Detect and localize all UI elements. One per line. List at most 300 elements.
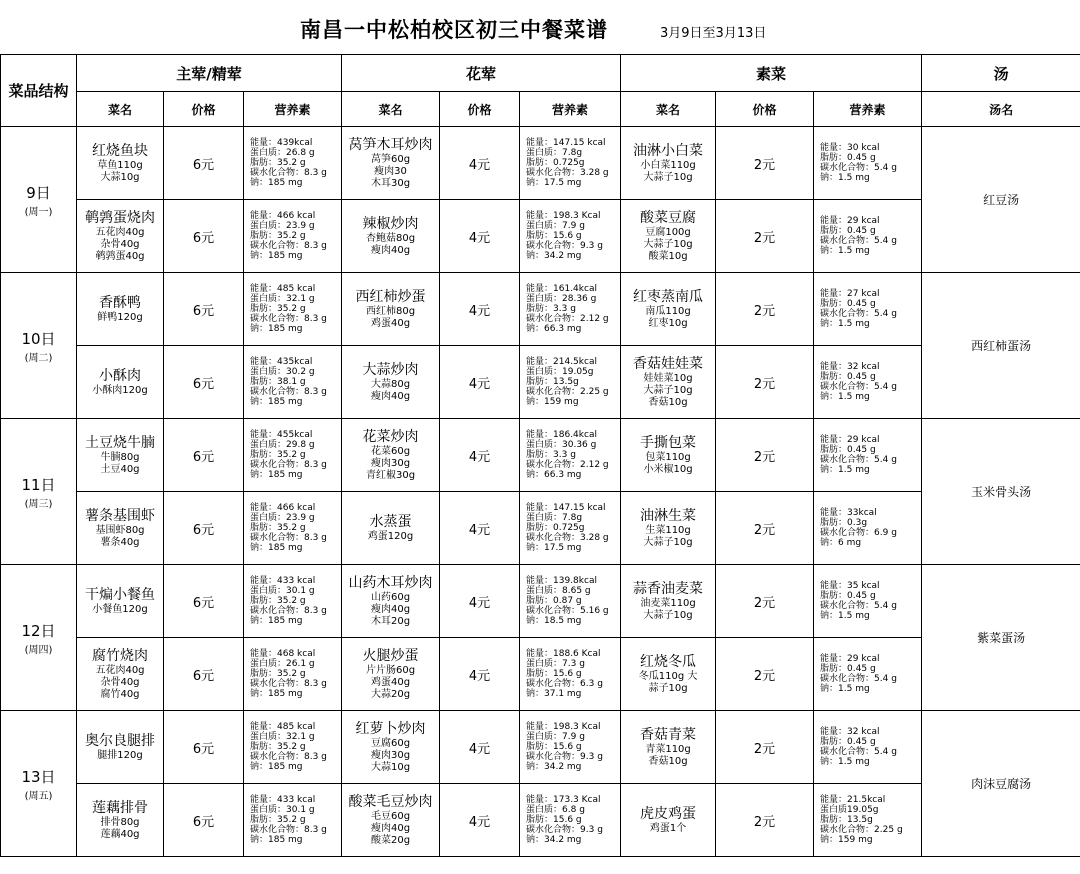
nutrition-line: 脂肪：13.5g [526, 377, 579, 387]
nutrition-line: 能量：30 kcal [820, 143, 880, 153]
nutrition-line: 脂肪：35.2 g [250, 158, 306, 168]
main-nutrition-cell [244, 200, 342, 273]
soup-name: 西红柿蛋汤 [922, 273, 1080, 419]
menu-row [1, 711, 1080, 784]
menu-row [1, 127, 1080, 200]
nutrition-line: 碳水化合物：8.3 g [250, 168, 327, 178]
main-dish-cell [77, 200, 164, 273]
veg-dish-ingredient: 大蒜子10g [643, 238, 693, 250]
nutrition-line: 脂肪：35.2 g [250, 669, 306, 679]
nutrition-line: 碳水化合物：8.3 g [250, 533, 327, 543]
veg-nutrition-cell [814, 273, 922, 346]
main-dish-name: 薯条基围虾 [85, 507, 155, 524]
col-header-soup-name: 汤名 [922, 92, 1080, 127]
nutrition-line: 蛋白质：7.9 g [526, 221, 585, 231]
nutrition-line: 钠：1.5 mg [820, 173, 870, 183]
day-cell [1, 711, 77, 857]
main-dish-price: 6元 [164, 784, 244, 857]
nutrition-line: 脂肪：0.45 g [820, 299, 876, 309]
main-dish-price: 6元 [164, 492, 244, 565]
nutrition-line: 钠：185 mg [250, 543, 303, 553]
menu-row [1, 419, 1080, 492]
nutrition-line: 碳水化合物：2.12 g [526, 314, 609, 324]
col-header-half-price: 价格 [440, 92, 520, 127]
half-dish-ingredient: 木耳30g [370, 177, 411, 189]
main-dish-price: 6元 [164, 127, 244, 200]
veg-dish-ingredient: 豆腐100g [645, 226, 691, 238]
main-dish-ingredient: 小酥肉120g [92, 384, 148, 396]
main-dish-ingredient: 牛腩80g [100, 451, 140, 463]
nutrition-line: 能量：35 kcal [820, 581, 880, 591]
nutrition-line: 钠：185 mg [250, 689, 303, 699]
veg-dish-name: 酸菜豆腐 [640, 209, 697, 226]
nutrition-line: 钠：1.5 mg [820, 611, 870, 621]
veg-dish-ingredient: 香菇10g [648, 755, 688, 767]
half-dish-cell [342, 638, 440, 711]
half-dish-ingredient: 花菜60g [370, 445, 411, 457]
main-dish-ingredient: 鹌鹑蛋40g [95, 250, 145, 262]
day-weekday: (周二) [24, 352, 53, 364]
nutrition-line: 钠：185 mg [250, 835, 303, 845]
half-dish-ingredient: 瘦肉40g [370, 822, 411, 834]
menu-row [1, 492, 1080, 565]
nutrition-line: 脂肪：3.3 g [526, 450, 576, 460]
col-header-main-name: 菜名 [77, 92, 164, 127]
nutrition-line: 蛋白质：23.9 g [250, 513, 315, 523]
col-header-half-nutrition: 营养素 [520, 92, 621, 127]
main-dish-name: 鹌鹑蛋烧肉 [85, 209, 155, 226]
half-dish-cell [342, 200, 440, 273]
veg-nutrition-cell [814, 200, 922, 273]
veg-dish-name: 虎皮鸡蛋 [640, 805, 697, 822]
nutrition-line: 碳水化合物：3.28 g [526, 533, 609, 543]
veg-dish-cell [621, 346, 716, 419]
half-dish-price: 4元 [440, 638, 520, 711]
nutrition-line: 碳水化合物：8.3 g [250, 606, 327, 616]
col-header-half-name: 菜名 [342, 92, 440, 127]
main-dish-ingredient: 杂骨40g [100, 676, 140, 688]
veg-dish-ingredient: 大蒜子10g [643, 609, 693, 621]
nutrition-line: 钠：37.1 mg [526, 689, 582, 699]
veg-nutrition-cell [814, 346, 922, 419]
half-dish-cell [342, 784, 440, 857]
nutrition-line: 碳水化合物：5.4 g [820, 747, 897, 757]
nutrition-line: 钠：1.5 mg [820, 246, 870, 256]
nutrition-line: 脂肪：3.3 g [526, 304, 576, 314]
half-nutrition-cell [520, 565, 621, 638]
nutrition-line: 能量：161.4kcal [526, 284, 597, 294]
nutrition-line: 碳水化合物：8.3 g [250, 825, 327, 835]
nutrition-line: 能量：188.6 Kcal [526, 649, 601, 659]
veg-dish-ingredient: 娃娃菜10g [643, 372, 693, 384]
half-dish-name: 西红柿炒蛋 [355, 288, 426, 305]
veg-dish-ingredient: 大蒜子10g [643, 536, 693, 548]
half-dish-price: 4元 [440, 784, 520, 857]
nutrition-line: 钠：17.5 mg [526, 543, 582, 553]
main-dish-ingredient: 五花肉40g [95, 664, 145, 676]
nutrition-line: 脂肪：35.2 g [250, 450, 306, 460]
nutrition-line: 脂肪：0.45 g [820, 591, 876, 601]
menu-header [0, 0, 1080, 54]
main-dish-ingredient: 大蒜10g [100, 171, 140, 183]
nutrition-line: 蛋白质：32.1 g [250, 294, 315, 304]
half-dish-ingredient: 鸡蛋40g [370, 317, 411, 329]
veg-dish-cell [621, 565, 716, 638]
nutrition-line: 钠：185 mg [250, 762, 303, 772]
half-dish-name: 莴笋木耳炒肉 [348, 136, 433, 153]
nutrition-line: 钠：1.5 mg [820, 757, 870, 767]
veg-dish-ingredient: 青菜110g [645, 743, 691, 755]
half-nutrition-cell [520, 492, 621, 565]
veg-dish-price: 2元 [716, 200, 814, 273]
half-dish-ingredient: 青红椒30g [365, 469, 416, 481]
half-dish-ingredient: 大蒜20g [370, 688, 411, 700]
nutrition-line: 能量：198.3 Kcal [526, 211, 601, 221]
nutrition-line: 蛋白质：6.8 g [526, 805, 585, 815]
veg-dish-ingredient: 小米椒10g [643, 463, 693, 475]
nutrition-line: 脂肪：13.5g [820, 815, 873, 825]
group-main-header: 主荤/精荤 [77, 55, 342, 92]
veg-dish-ingredient: 香菇10g [648, 396, 688, 408]
nutrition-line: 钠：185 mg [250, 470, 303, 480]
nutrition-line: 碳水化合物：5.4 g [820, 163, 897, 173]
nutrition-line: 碳水化合物：6.9 g [820, 528, 897, 538]
main-dish-cell [77, 419, 164, 492]
nutrition-line: 钠：185 mg [250, 616, 303, 626]
nutrition-line: 碳水化合物：5.4 g [820, 455, 897, 465]
nutrition-line: 蛋白质：7.8g [526, 148, 583, 158]
half-dish-ingredient: 瘦肉30g [370, 749, 411, 761]
main-dish-name: 香酥鸭 [99, 294, 141, 311]
main-nutrition-cell [244, 492, 342, 565]
menu-row [1, 273, 1080, 346]
day-date: 13日 [21, 767, 56, 786]
menu-date-range: 3月9日至3月13日 [660, 26, 767, 41]
nutrition-line: 能量：466 kcal [250, 503, 316, 513]
veg-nutrition-cell [814, 711, 922, 784]
main-dish-ingredient: 薯条40g [100, 536, 140, 548]
main-nutrition-cell [244, 273, 342, 346]
veg-dish-ingredient: 红枣10g [648, 317, 688, 329]
nutrition-line: 碳水化合物：5.4 g [820, 236, 897, 246]
nutrition-line: 蛋白质：26.8 g [250, 148, 315, 158]
col-header-veg-nutrition: 营养素 [814, 92, 922, 127]
main-dish-price: 6元 [164, 200, 244, 273]
nutrition-line: 能量：485 kcal [250, 722, 316, 732]
nutrition-line: 碳水化合物：2.25 g [526, 387, 609, 397]
nutrition-line: 钠：34.2 mg [526, 835, 582, 845]
main-dish-price: 6元 [164, 346, 244, 419]
nutrition-line: 钠：1.5 mg [820, 319, 870, 329]
nutrition-line: 蛋白质：23.9 g [250, 221, 315, 231]
half-dish-name: 红萝卜炒肉 [355, 720, 426, 737]
nutrition-line: 能量：147.15 kcal [526, 503, 606, 513]
veg-dish-ingredient: 包菜110g [645, 451, 691, 463]
half-dish-price: 4元 [440, 565, 520, 638]
half-dish-ingredient: 片片肠60g [365, 664, 416, 676]
half-nutrition-cell [520, 200, 621, 273]
nutrition-line: 碳水化合物：5.4 g [820, 601, 897, 611]
main-dish-ingredient: 腐竹40g [100, 688, 140, 700]
half-dish-ingredient: 山药60g [370, 591, 411, 603]
half-dish-name: 大蒜炒肉 [362, 361, 419, 378]
nutrition-line: 碳水化合物：5.4 g [820, 674, 897, 684]
veg-dish-price: 2元 [716, 711, 814, 784]
nutrition-line: 脂肪：38.1 g [250, 377, 306, 387]
main-dish-name: 莲藕排骨 [92, 799, 148, 816]
main-nutrition-cell [244, 711, 342, 784]
col-header-veg-price: 价格 [716, 92, 814, 127]
nutrition-line: 钠：185 mg [250, 178, 303, 188]
group-soup-header: 汤 [922, 55, 1080, 92]
half-dish-cell [342, 565, 440, 638]
half-nutrition-cell [520, 419, 621, 492]
main-dish-cell [77, 784, 164, 857]
nutrition-line: 能量：435kcal [250, 357, 313, 367]
soup-name: 玉米骨头汤 [922, 419, 1080, 565]
group-header-row [1, 55, 1080, 92]
nutrition-line: 蛋白质：7.3 g [526, 659, 585, 669]
half-dish-ingredient: 莴笋60g [370, 153, 411, 165]
menu-row [1, 784, 1080, 857]
nutrition-line: 脂肪：0.45 g [820, 153, 876, 163]
nutrition-line: 能量：32 kcal [820, 362, 880, 372]
main-dish-ingredient: 小餐鱼120g [92, 603, 148, 615]
nutrition-line: 脂肪：35.2 g [250, 596, 306, 606]
nutrition-line: 能量：214.5kcal [526, 357, 597, 367]
nutrition-line: 能量：29 kcal [820, 435, 880, 445]
nutrition-line: 脂肪：0.45 g [820, 226, 876, 236]
veg-dish-price: 2元 [716, 492, 814, 565]
veg-nutrition-cell [814, 565, 922, 638]
veg-dish-cell [621, 711, 716, 784]
half-dish-cell [342, 346, 440, 419]
nutrition-line: 蛋白质：29.8 g [250, 440, 315, 450]
veg-dish-cell [621, 784, 716, 857]
nutrition-line: 碳水化合物：9.3 g [526, 825, 603, 835]
main-dish-name: 奥尔良腿排 [85, 732, 155, 749]
main-dish-ingredient: 腿排120g [97, 749, 143, 761]
veg-dish-name: 香菇娃娃菜 [633, 355, 704, 372]
nutrition-line: 脂肪：0.87 g [526, 596, 582, 606]
veg-dish-price: 2元 [716, 638, 814, 711]
day-date: 11日 [21, 475, 56, 494]
main-dish-cell [77, 711, 164, 784]
half-dish-ingredient: 豆腐60g [370, 737, 411, 749]
half-dish-cell [342, 711, 440, 784]
half-dish-ingredient: 鸡蛋40g [370, 676, 411, 688]
half-nutrition-cell [520, 711, 621, 784]
group-veg-header: 素菜 [621, 55, 922, 92]
nutrition-line: 能量：29 kcal [820, 216, 880, 226]
group-half-header: 花荤 [342, 55, 621, 92]
main-dish-ingredient: 土豆40g [100, 463, 140, 475]
nutrition-line: 钠：1.5 mg [820, 465, 870, 475]
half-dish-name: 酸菜毛豆炒肉 [348, 793, 433, 810]
nutrition-line: 蛋白质：32.1 g [250, 732, 315, 742]
nutrition-line: 能量：433 kcal [250, 795, 316, 805]
nutrition-line: 钠：159 mg [820, 835, 873, 845]
nutrition-line: 碳水化合物：8.3 g [250, 241, 327, 251]
nutrition-line: 碳水化合物：6.3 g [526, 679, 603, 689]
soup-name: 紫菜蛋汤 [922, 565, 1080, 711]
half-dish-ingredient: 瘦肉40g [370, 244, 411, 256]
veg-dish-ingredient: 南瓜110g [645, 305, 691, 317]
veg-dish-name: 油淋生菜 [640, 507, 697, 524]
half-dish-ingredient: 瘦肉40g [370, 390, 411, 402]
day-cell [1, 565, 77, 711]
nutrition-line: 脂肪：35.2 g [250, 523, 306, 533]
nutrition-line: 蛋白质：7.8g [526, 513, 583, 523]
column-header-row [1, 92, 1080, 127]
main-dish-name: 干煸小餐鱼 [85, 586, 155, 603]
nutrition-line: 能量：186.4kcal [526, 430, 597, 440]
nutrition-line: 钠：185 mg [250, 324, 303, 334]
nutrition-line: 能量：439kcal [250, 138, 313, 148]
veg-dish-name: 香菇青菜 [640, 726, 697, 743]
main-nutrition-cell [244, 346, 342, 419]
main-dish-ingredient: 基围虾80g [95, 524, 145, 536]
veg-dish-price: 2元 [716, 784, 814, 857]
nutrition-line: 能量：33kcal [820, 508, 877, 518]
menu-row [1, 638, 1080, 711]
main-dish-cell [77, 565, 164, 638]
nutrition-line: 钠：18.5 mg [526, 616, 582, 626]
day-date: 10日 [21, 329, 56, 348]
veg-dish-cell [621, 492, 716, 565]
nutrition-line: 钠：34.2 mg [526, 251, 582, 261]
nutrition-line: 碳水化合物：8.3 g [250, 752, 327, 762]
main-dish-price: 6元 [164, 711, 244, 784]
col-header-veg-name: 菜名 [621, 92, 716, 127]
day-weekday: (周四) [24, 644, 53, 656]
half-dish-name: 辣椒炒肉 [362, 215, 419, 232]
nutrition-line: 碳水化合物：2.12 g [526, 460, 609, 470]
half-dish-cell [342, 127, 440, 200]
main-dish-ingredient: 排骨80g [100, 816, 140, 828]
half-nutrition-cell [520, 784, 621, 857]
menu-row [1, 200, 1080, 273]
veg-dish-ingredient: 冬瓜110g 大 [638, 670, 698, 682]
main-dish-ingredient: 杂骨40g [100, 238, 140, 250]
nutrition-line: 钠：159 mg [526, 397, 579, 407]
veg-dish-ingredient: 生菜110g [645, 524, 691, 536]
half-dish-ingredient: 西红柿80g [365, 305, 416, 317]
veg-dish-name: 红枣蒸南瓜 [633, 288, 704, 305]
main-nutrition-cell [244, 565, 342, 638]
main-dish-price: 6元 [164, 273, 244, 346]
nutrition-line: 脂肪：15.6 g [526, 231, 582, 241]
nutrition-line: 脂肪：35.2 g [250, 815, 306, 825]
menu-row [1, 565, 1080, 638]
veg-nutrition-cell [814, 127, 922, 200]
half-nutrition-cell [520, 273, 621, 346]
half-dish-ingredient: 大蒜10g [370, 761, 411, 773]
nutrition-line: 碳水化合物：8.3 g [250, 387, 327, 397]
veg-dish-ingredient: 大蒜子10g [643, 171, 693, 183]
nutrition-line: 钠：6 mg [820, 538, 862, 548]
nutrition-line: 蛋白质：19.05g [526, 367, 594, 377]
day-cell [1, 419, 77, 565]
day-weekday: (周一) [24, 206, 53, 218]
nutrition-line: 能量：32 kcal [820, 727, 880, 737]
nutrition-line: 脂肪：35.2 g [250, 742, 306, 752]
half-dish-ingredient: 杏鲍菇80g [365, 232, 416, 244]
nutrition-line: 钠：185 mg [250, 251, 303, 261]
menu-title: 南昌一中松柏校区初三中餐菜谱 [300, 18, 608, 42]
nutrition-line: 碳水化合物：5.16 g [526, 606, 609, 616]
nutrition-line: 能量：433 kcal [250, 576, 316, 586]
nutrition-line: 碳水化合物：5.4 g [820, 309, 897, 319]
main-dish-cell [77, 346, 164, 419]
half-dish-price: 4元 [440, 127, 520, 200]
veg-dish-ingredient: 油麦菜110g [640, 597, 696, 609]
half-nutrition-cell [520, 346, 621, 419]
nutrition-line: 能量：468 kcal [250, 649, 316, 659]
main-dish-name: 红烧鱼块 [92, 142, 148, 159]
veg-dish-name: 油淋小白菜 [633, 142, 704, 159]
half-dish-ingredient: 毛豆60g [370, 810, 411, 822]
nutrition-line: 能量：198.3 Kcal [526, 722, 601, 732]
main-dish-ingredient: 鲜鸭120g [97, 311, 143, 323]
nutrition-line: 碳水化合物：8.3 g [250, 460, 327, 470]
half-dish-name: 山药木耳炒肉 [348, 574, 433, 591]
nutrition-line: 碳水化合物：8.3 g [250, 679, 327, 689]
day-cell [1, 127, 77, 273]
nutrition-line: 能量：29 kcal [820, 654, 880, 664]
half-dish-name: 水蒸蛋 [369, 513, 412, 530]
veg-dish-cell [621, 200, 716, 273]
nutrition-line: 钠：1.5 mg [820, 392, 870, 402]
nutrition-line: 蛋白质：30.36 g [526, 440, 597, 450]
main-dish-cell [77, 273, 164, 346]
nutrition-line: 碳水化合物：3.28 g [526, 168, 609, 178]
structure-header: 菜品结构 [1, 55, 77, 127]
main-dish-cell [77, 492, 164, 565]
day-date: 12日 [21, 621, 56, 640]
nutrition-line: 蛋白质：30.2 g [250, 367, 315, 377]
nutrition-line: 能量：27 kcal [820, 289, 880, 299]
veg-dish-cell [621, 419, 716, 492]
nutrition-line: 脂肪：35.2 g [250, 304, 306, 314]
day-weekday: (周三) [24, 498, 53, 510]
nutrition-line: 蛋白质：30.1 g [250, 586, 315, 596]
nutrition-line: 脂肪：0.45 g [820, 372, 876, 382]
nutrition-line: 碳水化合物：9.3 g [526, 752, 603, 762]
veg-dish-price: 2元 [716, 565, 814, 638]
veg-dish-price: 2元 [716, 419, 814, 492]
main-dish-ingredient: 五花肉40g [95, 226, 145, 238]
half-dish-price: 4元 [440, 419, 520, 492]
veg-dish-name: 红烧冬瓜 [640, 653, 697, 670]
veg-dish-cell [621, 127, 716, 200]
nutrition-line: 钠：34.2 mg [526, 762, 582, 772]
half-dish-cell [342, 273, 440, 346]
nutrition-line: 脂肪：0.45 g [820, 664, 876, 674]
veg-dish-cell [621, 638, 716, 711]
half-dish-name: 花菜炒肉 [362, 428, 419, 445]
main-nutrition-cell [244, 419, 342, 492]
main-dish-name: 小酥肉 [99, 367, 141, 384]
half-dish-cell [342, 492, 440, 565]
nutrition-line: 钠：1.5 mg [820, 684, 870, 694]
nutrition-line: 脂肪：0.3g [820, 518, 868, 528]
day-weekday: (周五) [24, 790, 53, 802]
nutrition-line: 钠：66.3 mg [526, 324, 582, 334]
half-dish-price: 4元 [440, 273, 520, 346]
veg-dish-ingredient: 蒜子10g [648, 682, 688, 694]
col-header-main-price: 价格 [164, 92, 244, 127]
